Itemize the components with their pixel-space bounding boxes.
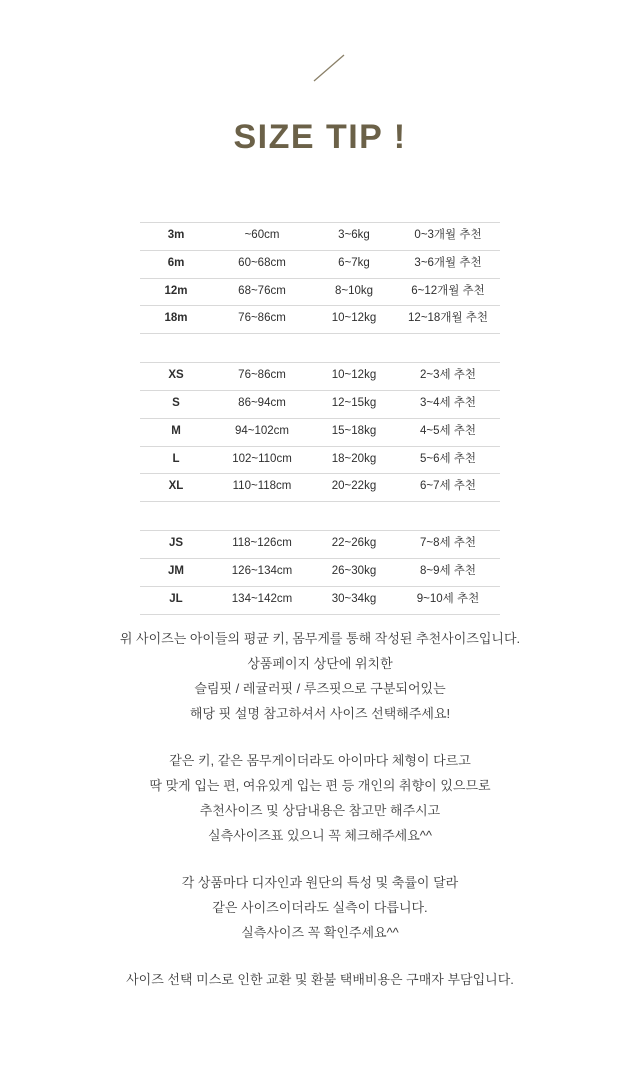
size-tables (140, 222, 500, 615)
junior-size-table (140, 530, 500, 614)
table-row (140, 531, 500, 559)
age-cell: 5~6세 추천 (396, 446, 500, 474)
height-cell: 86~94cm (212, 390, 312, 418)
table-row (140, 558, 500, 586)
age-cell: 7~8세 추천 (396, 531, 500, 559)
size-cell: 18m (140, 306, 212, 334)
age-cell: 2~3세 추천 (396, 363, 500, 391)
note-line: 같은 키, 같은 몸무게이더라도 아이마다 체형이 다르고 (169, 753, 471, 768)
note-line: 딱 맞게 입는 편, 여유있게 입는 편 등 개인의 취향이 있으므로 (149, 778, 491, 793)
weight-cell: 12~15kg (312, 390, 396, 418)
kids-size-table (140, 362, 500, 502)
weight-cell: 20~22kg (312, 474, 396, 502)
age-cell: 4~5세 추천 (396, 418, 500, 446)
table-row (140, 278, 500, 306)
height-cell: 60~68cm (212, 250, 312, 278)
weight-cell: 6~7kg (312, 250, 396, 278)
age-cell: 0~3개월 추천 (396, 223, 500, 251)
baby-size-table (140, 222, 500, 334)
size-cell: XS (140, 363, 212, 391)
table-row (140, 390, 500, 418)
note-line: 해당 핏 설명 참고하셔서 사이즈 선택해주세요! (189, 706, 451, 721)
weight-cell: 30~34kg (312, 586, 396, 614)
weight-cell: 3~6kg (312, 223, 396, 251)
note-line: 같은 사이즈이더라도 실측이 다릅니다. (212, 900, 428, 915)
height-cell: 126~134cm (212, 558, 312, 586)
note-block-body-difference (0, 748, 640, 848)
height-cell: 68~76cm (212, 278, 312, 306)
size-cell: JM (140, 558, 212, 586)
note-line: 실측사이즈 꼭 확인주세요^^ (241, 925, 399, 940)
table-row (140, 418, 500, 446)
table-row (140, 474, 500, 502)
note-block-measurement (0, 870, 640, 945)
note-line: 상품페이지 상단에 위치한 (247, 656, 393, 671)
weight-cell: 26~30kg (312, 558, 396, 586)
page-title: SIZE TIP ! (233, 118, 407, 156)
weight-cell: 8~10kg (312, 278, 396, 306)
table-row (140, 586, 500, 614)
age-cell: 12~18개월 추천 (396, 306, 500, 334)
age-cell: 8~9세 추천 (396, 558, 500, 586)
size-notes (0, 626, 640, 992)
table-row (140, 223, 500, 251)
table-row (140, 306, 500, 334)
age-cell: 3~4세 추천 (396, 390, 500, 418)
age-cell: 9~10세 추천 (396, 586, 500, 614)
weight-cell: 10~12kg (312, 306, 396, 334)
height-cell: ~60cm (212, 223, 312, 251)
table-row (140, 250, 500, 278)
size-cell: JL (140, 586, 212, 614)
age-cell: 6~7세 추천 (396, 474, 500, 502)
age-cell: 6~12개월 추천 (396, 278, 500, 306)
height-cell: 102~110cm (212, 446, 312, 474)
weight-cell: 22~26kg (312, 531, 396, 559)
weight-cell: 15~18kg (312, 418, 396, 446)
size-cell: JS (140, 531, 212, 559)
note-line: 실측사이즈표 있으니 꼭 체크해주세요^^ (208, 828, 432, 843)
note-line: 슬림핏 / 레귤러핏 / 루즈핏으로 구분되어있는 (194, 681, 446, 696)
height-cell: 118~126cm (212, 531, 312, 559)
size-cell: S (140, 390, 212, 418)
size-cell: L (140, 446, 212, 474)
height-cell: 110~118cm (212, 474, 312, 502)
diagonal-slash-icon (311, 52, 347, 84)
table-spacer (140, 334, 500, 362)
size-cell: M (140, 418, 212, 446)
age-cell: 3~6개월 추천 (396, 250, 500, 278)
weight-cell: 18~20kg (312, 446, 396, 474)
note-block-shipping-fee (0, 967, 640, 992)
note-line: 위 사이즈는 아이들의 평균 키, 몸무게를 통해 작성된 추천사이즈입니다. (119, 631, 521, 646)
height-cell: 94~102cm (212, 418, 312, 446)
note-block-recommendation (0, 626, 640, 726)
weight-cell: 10~12kg (312, 363, 396, 391)
note-line: 추천사이즈 및 상담내용은 참고만 해주시고 (199, 803, 441, 818)
height-cell: 134~142cm (212, 586, 312, 614)
table-row (140, 446, 500, 474)
height-cell: 76~86cm (212, 306, 312, 334)
size-cell: XL (140, 474, 212, 502)
table-spacer (140, 502, 500, 530)
size-cell: 3m (140, 223, 212, 251)
note-line: 각 상품마다 디자인과 원단의 특성 및 축률이 달라 (181, 875, 459, 890)
height-cell: 76~86cm (212, 363, 312, 391)
table-row (140, 363, 500, 391)
note-line: 사이즈 선택 미스로 인한 교환 및 환불 택배비용은 구매자 부담입니다. (126, 972, 514, 987)
size-cell: 12m (140, 278, 212, 306)
size-cell: 6m (140, 250, 212, 278)
